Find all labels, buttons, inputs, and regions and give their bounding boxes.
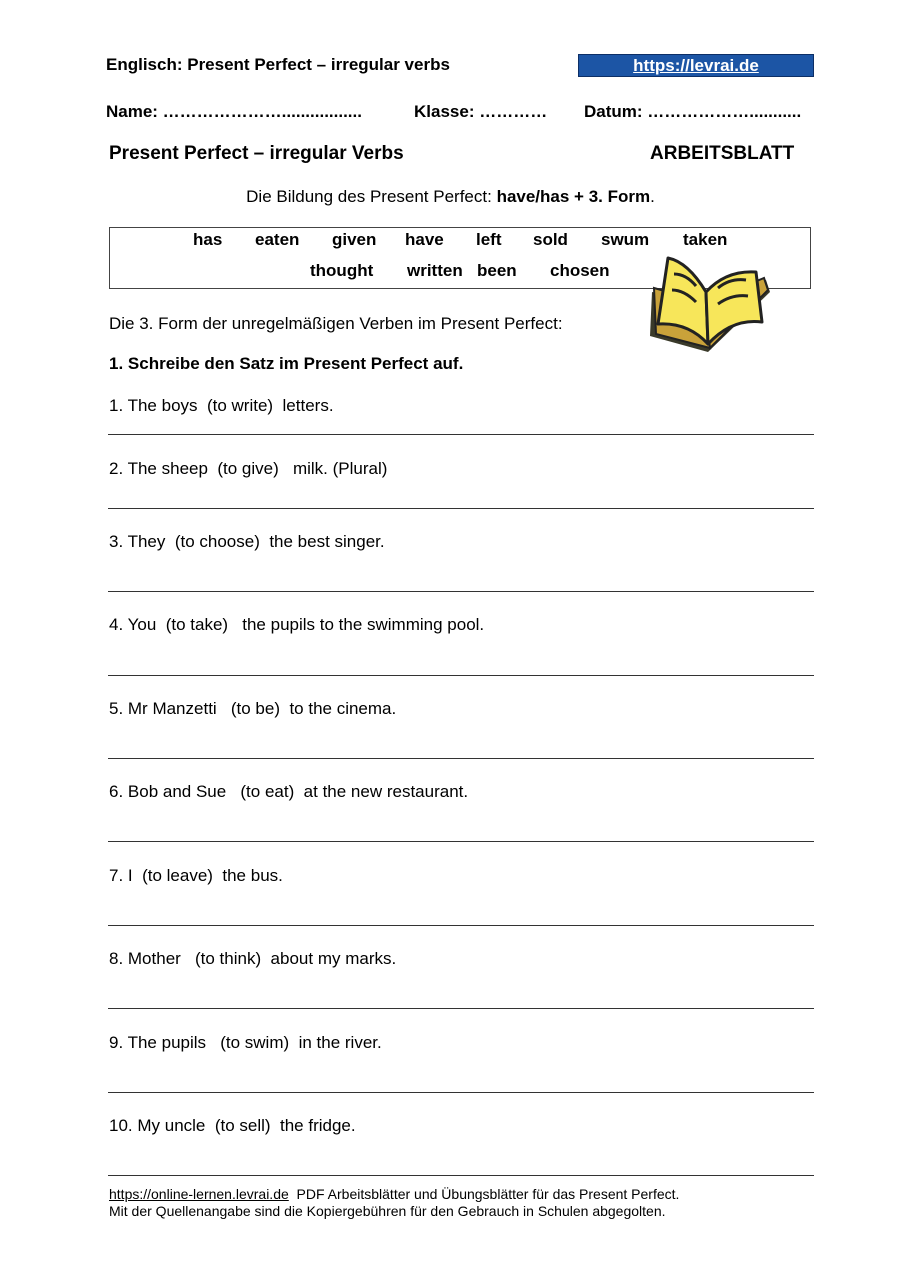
exercise-sentence: 2. The sheep (to give) milk. (Plural) [109, 459, 388, 478]
open-book-icon [648, 252, 772, 356]
answer-line[interactable] [108, 675, 814, 676]
header-link[interactable]: https://levrai.de [578, 54, 814, 77]
worksheet-label: ARBEITSBLATT [650, 143, 795, 164]
verb-form-note: Die 3. Form der unregelmäßigen Verben im Present Perfect: [109, 314, 563, 333]
datum-field[interactable]: Datum: ………………........... [584, 102, 802, 121]
exercise-sentence: 8. Mother (to think) about my marks. [109, 949, 397, 968]
answer-line[interactable] [108, 1008, 814, 1009]
answer-line[interactable] [108, 1092, 814, 1093]
footer-link[interactable]: https://online-lernen.levrai.de [109, 1186, 289, 1202]
klasse-field[interactable]: Klasse: ………… [414, 102, 548, 121]
word-item: have [405, 230, 444, 249]
exercise-sentence: 1. The boys (to write) letters. [109, 396, 334, 415]
footer-line-1 [109, 1186, 679, 1203]
word-item: swum [601, 230, 650, 249]
exercise-sentence: 4. You (to take) the pupils to the swimming pool. [109, 615, 485, 634]
intro-formula: have/has + 3. Form [496, 187, 651, 206]
footer [109, 1186, 679, 1220]
answer-line[interactable] [108, 841, 814, 842]
word-item: thought [310, 261, 374, 280]
exercise-sentence: 7. I (to leave) the bus. [109, 866, 283, 885]
exercise-sentence: 9. The pupils (to swim) in the river. [109, 1033, 382, 1052]
word-item: been [477, 261, 517, 280]
word-item: given [332, 230, 377, 249]
intro-suffix: . [650, 187, 655, 206]
exercise-sentence: 3. They (to choose) the best singer. [109, 532, 385, 551]
answer-line[interactable] [108, 1175, 814, 1176]
task-heading: 1. Schreibe den Satz im Present Perfect auf. [109, 354, 464, 373]
intro-text [0, 187, 901, 207]
page-title: Present Perfect – irregular Verbs [109, 143, 404, 164]
exercise-sentence: 6. Bob and Sue (to eat) at the new restaurant. [109, 782, 469, 801]
worksheet-header-title: Englisch: Present Perfect – irregular verbs [106, 55, 450, 74]
exercise-sentence: 10. My uncle (to sell) the fridge. [109, 1116, 356, 1135]
intro-prefix: Die Bildung des Present Perfect: [246, 187, 497, 206]
word-item: chosen [550, 261, 610, 280]
exercise-sentence: 5. Mr Manzetti (to be) to the cinema. [109, 699, 397, 718]
footer-description: PDF Arbeitsblätter und Übungsblätter für das Present Perfect. [288, 1186, 680, 1202]
word-item: sold [533, 230, 568, 249]
word-item: written [407, 261, 463, 280]
footer-line-2: Mit der Quellenangabe sind die Kopiergebühren für den Gebrauch in Schulen abgegolten. [109, 1203, 666, 1219]
answer-line[interactable] [108, 434, 814, 435]
word-item: has [193, 230, 223, 249]
answer-line[interactable] [108, 591, 814, 592]
word-item: left [476, 230, 502, 249]
answer-line[interactable] [108, 925, 814, 926]
name-field[interactable]: Name: …………………................. [106, 102, 362, 121]
word-item: eaten [255, 230, 300, 249]
answer-line[interactable] [108, 508, 814, 509]
word-item: taken [683, 230, 728, 249]
answer-line[interactable] [108, 758, 814, 759]
